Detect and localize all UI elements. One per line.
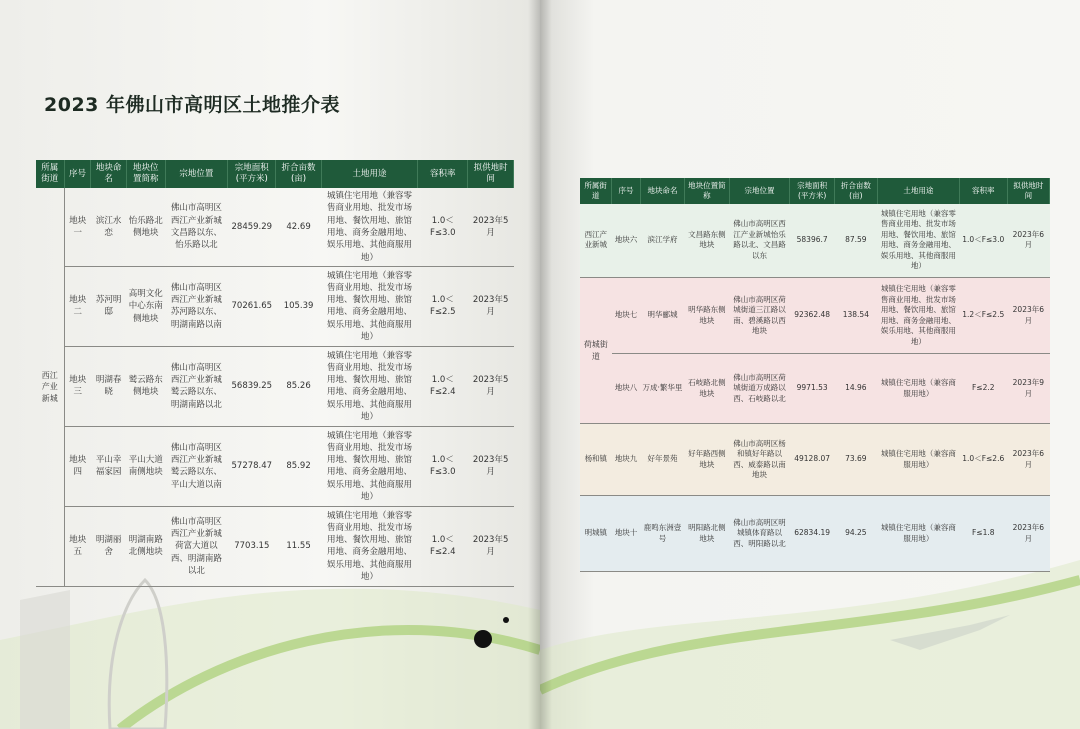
cell-size: 49128.07 [790, 424, 834, 496]
col-header: 土地用途 [321, 160, 418, 188]
cell-mu: 14.96 [834, 354, 877, 424]
cell-use: 城镇住宅用地（兼容商服用地） [877, 424, 959, 496]
cell-far: 1.0＜F≤2.4 [418, 346, 468, 426]
table-row [580, 278, 1050, 354]
left-land-table [36, 160, 514, 587]
col-header: 宗地位置 [165, 160, 227, 188]
cell-use: 城镇住宅用地（兼容商服用地） [877, 496, 959, 572]
cell-time: 2023年5月 [468, 506, 514, 586]
cell-time: 2023年5月 [468, 266, 514, 346]
cell-name: 鹿鸣东洲壹号 [640, 496, 684, 572]
col-header: 地块命名 [640, 178, 684, 204]
cell-name: 滨江水恋 [91, 188, 126, 266]
cell-mu: 11.55 [276, 506, 321, 586]
cell-size: 92362.48 [790, 278, 834, 354]
col-header: 折合亩数(亩) [276, 160, 321, 188]
cell-name: 滨江学府 [640, 204, 684, 278]
cell-time: 2023年9月 [1007, 354, 1049, 424]
cell-size: 28459.29 [228, 188, 276, 266]
cell-no: 地块二 [64, 266, 91, 346]
col-header: 地块命名 [91, 160, 126, 188]
cell-short: 平山大道南侧地块 [126, 426, 165, 506]
cell-time: 2023年5月 [468, 426, 514, 506]
cell-name: 苏河明邸 [91, 266, 126, 346]
col-header: 拟供地时间 [1007, 178, 1049, 204]
table-row [36, 506, 514, 586]
col-header: 所属街道 [36, 160, 64, 188]
right-page [540, 0, 1080, 729]
cell-location: 佛山市高明区西江产业新城文昌路以东、怡乐路以北 [165, 188, 227, 266]
cell-time: 2023年6月 [1007, 424, 1049, 496]
cell-far: F≤2.2 [959, 354, 1007, 424]
cell-far: 1.0＜F≤2.6 [959, 424, 1007, 496]
cell-time: 2023年6月 [1007, 204, 1049, 278]
cell-location: 佛山市高明区西江产业新城荷富大道以西、明湖南路以北 [165, 506, 227, 586]
table-row [36, 346, 514, 426]
cell-use: 城镇住宅用地（兼容零售商业用地、批发市场用地、餐饮用地、旅馆用地、商务金融用地、娱乐用地、其他商服用地） [321, 346, 418, 426]
cell-short: 明湖南路北侧地块 [126, 506, 165, 586]
cell-size: 58396.7 [790, 204, 834, 278]
cell-mu: 94.25 [834, 496, 877, 572]
cell-far: 1.0＜F≤2.5 [418, 266, 468, 346]
cell-size: 7703.15 [228, 506, 276, 586]
cell-short: 高明文化中心东南侧地块 [126, 266, 165, 346]
table-row [580, 424, 1050, 496]
cell-no: 地块七 [612, 278, 641, 354]
col-header: 地块位置简称 [685, 178, 729, 204]
cell-time: 2023年5月 [468, 188, 514, 266]
cell-far: 1.0＜F≤3.0 [418, 188, 468, 266]
decorative-dot [474, 630, 492, 648]
cell-mu: 85.26 [276, 346, 321, 426]
cell-no: 地块五 [64, 506, 91, 586]
cell-location: 佛山市高明区西江产业新城鹫云路以东、明湖南路以北 [165, 346, 227, 426]
cell-use: 城镇住宅用地（兼容零售商业用地、批发市场用地、餐饮用地、旅馆用地、商务金融用地、娱乐用地、其他商服用地） [321, 188, 418, 266]
page-title: 2023 年佛山市高明区土地推介表 [44, 94, 340, 116]
cell-short: 石岐路北侧地块 [685, 354, 729, 424]
district-cell: 荷城街道 [580, 278, 612, 424]
col-header: 地块位置简称 [126, 160, 165, 188]
district-cell: 明城镇 [580, 496, 612, 572]
cell-name: 明湖春晓 [91, 346, 126, 426]
cell-no: 地块十 [612, 496, 641, 572]
cell-use: 城镇住宅用地（兼容零售商业用地、批发市场用地、餐饮用地、旅馆用地、商务金融用地、娱乐用地、其他商服用地） [321, 426, 418, 506]
table-row [36, 266, 514, 346]
cell-mu: 85.92 [276, 426, 321, 506]
cell-location: 佛山市高明区杨和镇好年路以西、威泰路以南地块 [729, 424, 790, 496]
table-row [36, 188, 514, 266]
cell-short: 鹫云路东侧地块 [126, 346, 165, 426]
cell-size: 9971.53 [790, 354, 834, 424]
col-header: 宗地位置 [729, 178, 790, 204]
col-header: 所属街道 [580, 178, 612, 204]
cell-mu: 87.59 [834, 204, 877, 278]
district-cell: 西江产业新城 [36, 188, 64, 586]
cell-far: 1.0＜F≤3.0 [959, 204, 1007, 278]
cell-mu: 73.69 [834, 424, 877, 496]
district-cell: 西江产业新城 [580, 204, 612, 278]
cell-location: 佛山市高明区西江产业新城苏河路以东、明湖南路以南 [165, 266, 227, 346]
cell-time: 2023年5月 [468, 346, 514, 426]
cell-size: 57278.47 [228, 426, 276, 506]
cell-name: 好年景苑 [640, 424, 684, 496]
cell-use: 城镇住宅用地（兼容零售商业用地、批发市场用地、餐饮用地、旅馆用地、商务金融用地、娱乐用地、其他商服用地） [877, 204, 959, 278]
cell-short: 明华路东侧地块 [685, 278, 729, 354]
cell-far: 1.2＜F≤2.5 [959, 278, 1007, 354]
col-header: 宗地面积(平方米) [228, 160, 276, 188]
cell-use: 城镇住宅用地（兼容零售商业用地、批发市场用地、餐饮用地、旅馆用地、商务金融用地、娱乐用地、其他商服用地） [321, 266, 418, 346]
table-row [36, 426, 514, 506]
cell-time: 2023年6月 [1007, 496, 1049, 572]
cell-location: 佛山市高明区荷城街道万成路以西、石岐路以北 [729, 354, 790, 424]
cell-location: 佛山市高明区西江产业新城鹫云路以东、平山大道以南 [165, 426, 227, 506]
district-cell: 杨和镇 [580, 424, 612, 496]
cell-no: 地块四 [64, 426, 91, 506]
cell-short: 怡乐路北侧地块 [126, 188, 165, 266]
cell-use: 城镇住宅用地（兼容商服用地） [877, 354, 959, 424]
cell-mu: 105.39 [276, 266, 321, 346]
cell-name: 平山幸福家园 [91, 426, 126, 506]
table-header-row [36, 160, 514, 188]
table-row [580, 354, 1050, 424]
cell-mu: 138.54 [834, 278, 877, 354]
col-header: 拟供地时间 [468, 160, 514, 188]
cell-mu: 42.69 [276, 188, 321, 266]
cell-far: 1.0＜F≤2.4 [418, 506, 468, 586]
col-header: 容积率 [959, 178, 1007, 204]
cell-use: 城镇住宅用地（兼容零售商业用地、批发市场用地、餐饮用地、旅馆用地、商务金融用地、娱乐用地、其他商服用地） [877, 278, 959, 354]
cell-size: 56839.25 [228, 346, 276, 426]
cell-no: 地块一 [64, 188, 91, 266]
cell-location: 佛山市高明区荷城街道三江路以南、碧溪路以西地块 [729, 278, 790, 354]
decorative-dot [503, 617, 509, 623]
cell-name: 万成·繁华里 [640, 354, 684, 424]
cell-no: 地块六 [612, 204, 641, 278]
col-header: 折合亩数(亩) [834, 178, 877, 204]
table-row [580, 204, 1050, 278]
cell-short: 文昌路东侧地块 [685, 204, 729, 278]
col-header: 宗地面积(平方米) [790, 178, 834, 204]
cell-no: 地块八 [612, 354, 641, 424]
table-header-row [580, 178, 1050, 204]
cell-location: 佛山市高明区西江产业新城怡乐路以北、文昌路以东 [729, 204, 790, 278]
book-gutter [528, 0, 552, 729]
cell-no: 地块九 [612, 424, 641, 496]
cell-size: 62834.19 [790, 496, 834, 572]
cell-no: 地块三 [64, 346, 91, 426]
cell-far: F≤1.8 [959, 496, 1007, 572]
col-header: 土地用途 [877, 178, 959, 204]
cell-name: 明华郦城 [640, 278, 684, 354]
right-land-table [580, 178, 1050, 572]
cell-location: 佛山市高明区明城镇体育路以西、明阳路以北 [729, 496, 790, 572]
cell-size: 70261.65 [228, 266, 276, 346]
col-header: 序号 [612, 178, 641, 204]
cell-time: 2023年6月 [1007, 278, 1049, 354]
col-header: 序号 [64, 160, 91, 188]
cell-far: 1.0＜F≤3.0 [418, 426, 468, 506]
cell-short: 好年路西侧地块 [685, 424, 729, 496]
cell-name: 明湖丽舍 [91, 506, 126, 586]
cell-short: 明阳路北侧地块 [685, 496, 729, 572]
cell-use: 城镇住宅用地（兼容零售商业用地、批发市场用地、餐饮用地、旅馆用地、商务金融用地、娱乐用地、其他商服用地） [321, 506, 418, 586]
col-header: 容积率 [418, 160, 468, 188]
table-row [580, 496, 1050, 572]
